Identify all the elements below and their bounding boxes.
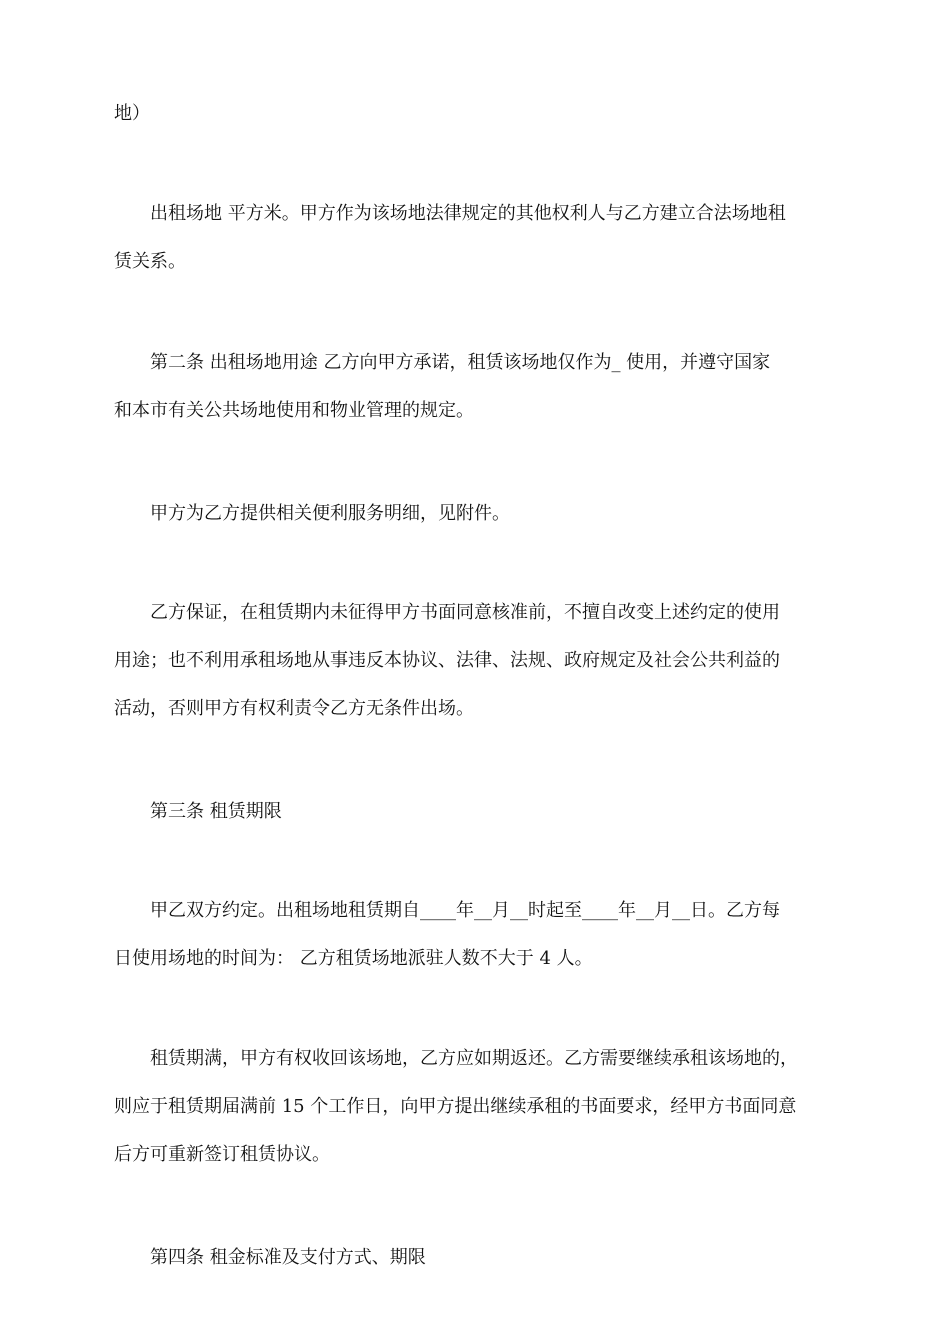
text-line: 租赁期满，甲方有权收回该场地，乙方应如期返还。乙方需要继续承租该场地的， [150, 1048, 798, 1069]
text-line: 赁关系。 [114, 251, 186, 272]
paragraph-article-2 [114, 339, 839, 435]
text-line: 第二条 出租场地用途 乙方向甲方承诺，租赁该场地仅作为_ 使用，并遵守国家 [150, 352, 771, 373]
text-line: 甲乙双方约定。出租场地租赁期自____年__月__时起至____年__月__日。乙方每 [150, 900, 780, 921]
section-heading: 第四条 租金标准及支付方式、期限 [150, 1247, 426, 1268]
paragraph-article-3-heading [114, 788, 839, 836]
text-line: 后方可重新签订租赁协议。 [114, 1144, 330, 1165]
text-line: 活动，否则甲方有权利责令乙方无条件出场。 [114, 698, 474, 719]
text-line: 则应于租赁期届满前 15 个工作日，向甲方提出继续承租的书面要求，经甲方书面同意 [114, 1096, 797, 1117]
paragraph-services [114, 490, 839, 538]
paragraph-continuation [114, 90, 839, 138]
text-line: 用途；也不利用承租场地从事违反本协议、法律、法规、政府规定及社会公共利益的 [114, 650, 780, 671]
section-heading: 第三条 租赁期限 [150, 801, 282, 822]
text-line: 出租场地 平方米。甲方作为该场地法律规定的其他权利人与乙方建立合法场地租 [150, 203, 786, 224]
paragraph-lease-expiry [114, 1035, 839, 1179]
paragraph-guarantee [114, 589, 839, 733]
paragraph-article-4-heading [114, 1234, 839, 1282]
paragraph-lease-term [114, 887, 839, 983]
text-line: 日使用场地的时间为： 乙方租赁场地派驻人数不大于 4 人。 [114, 948, 593, 969]
text-line: 乙方保证，在租赁期内未征得甲方书面同意核准前，不擅自改变上述约定的使用 [150, 602, 780, 623]
text-line: 地） [114, 103, 150, 124]
text-line: 和本市有关公共场地使用和物业管理的规定。 [114, 400, 474, 421]
text-line: 甲方为乙方提供相关便利服务明细，见附件。 [150, 503, 510, 524]
paragraph-leased-area [114, 190, 839, 286]
